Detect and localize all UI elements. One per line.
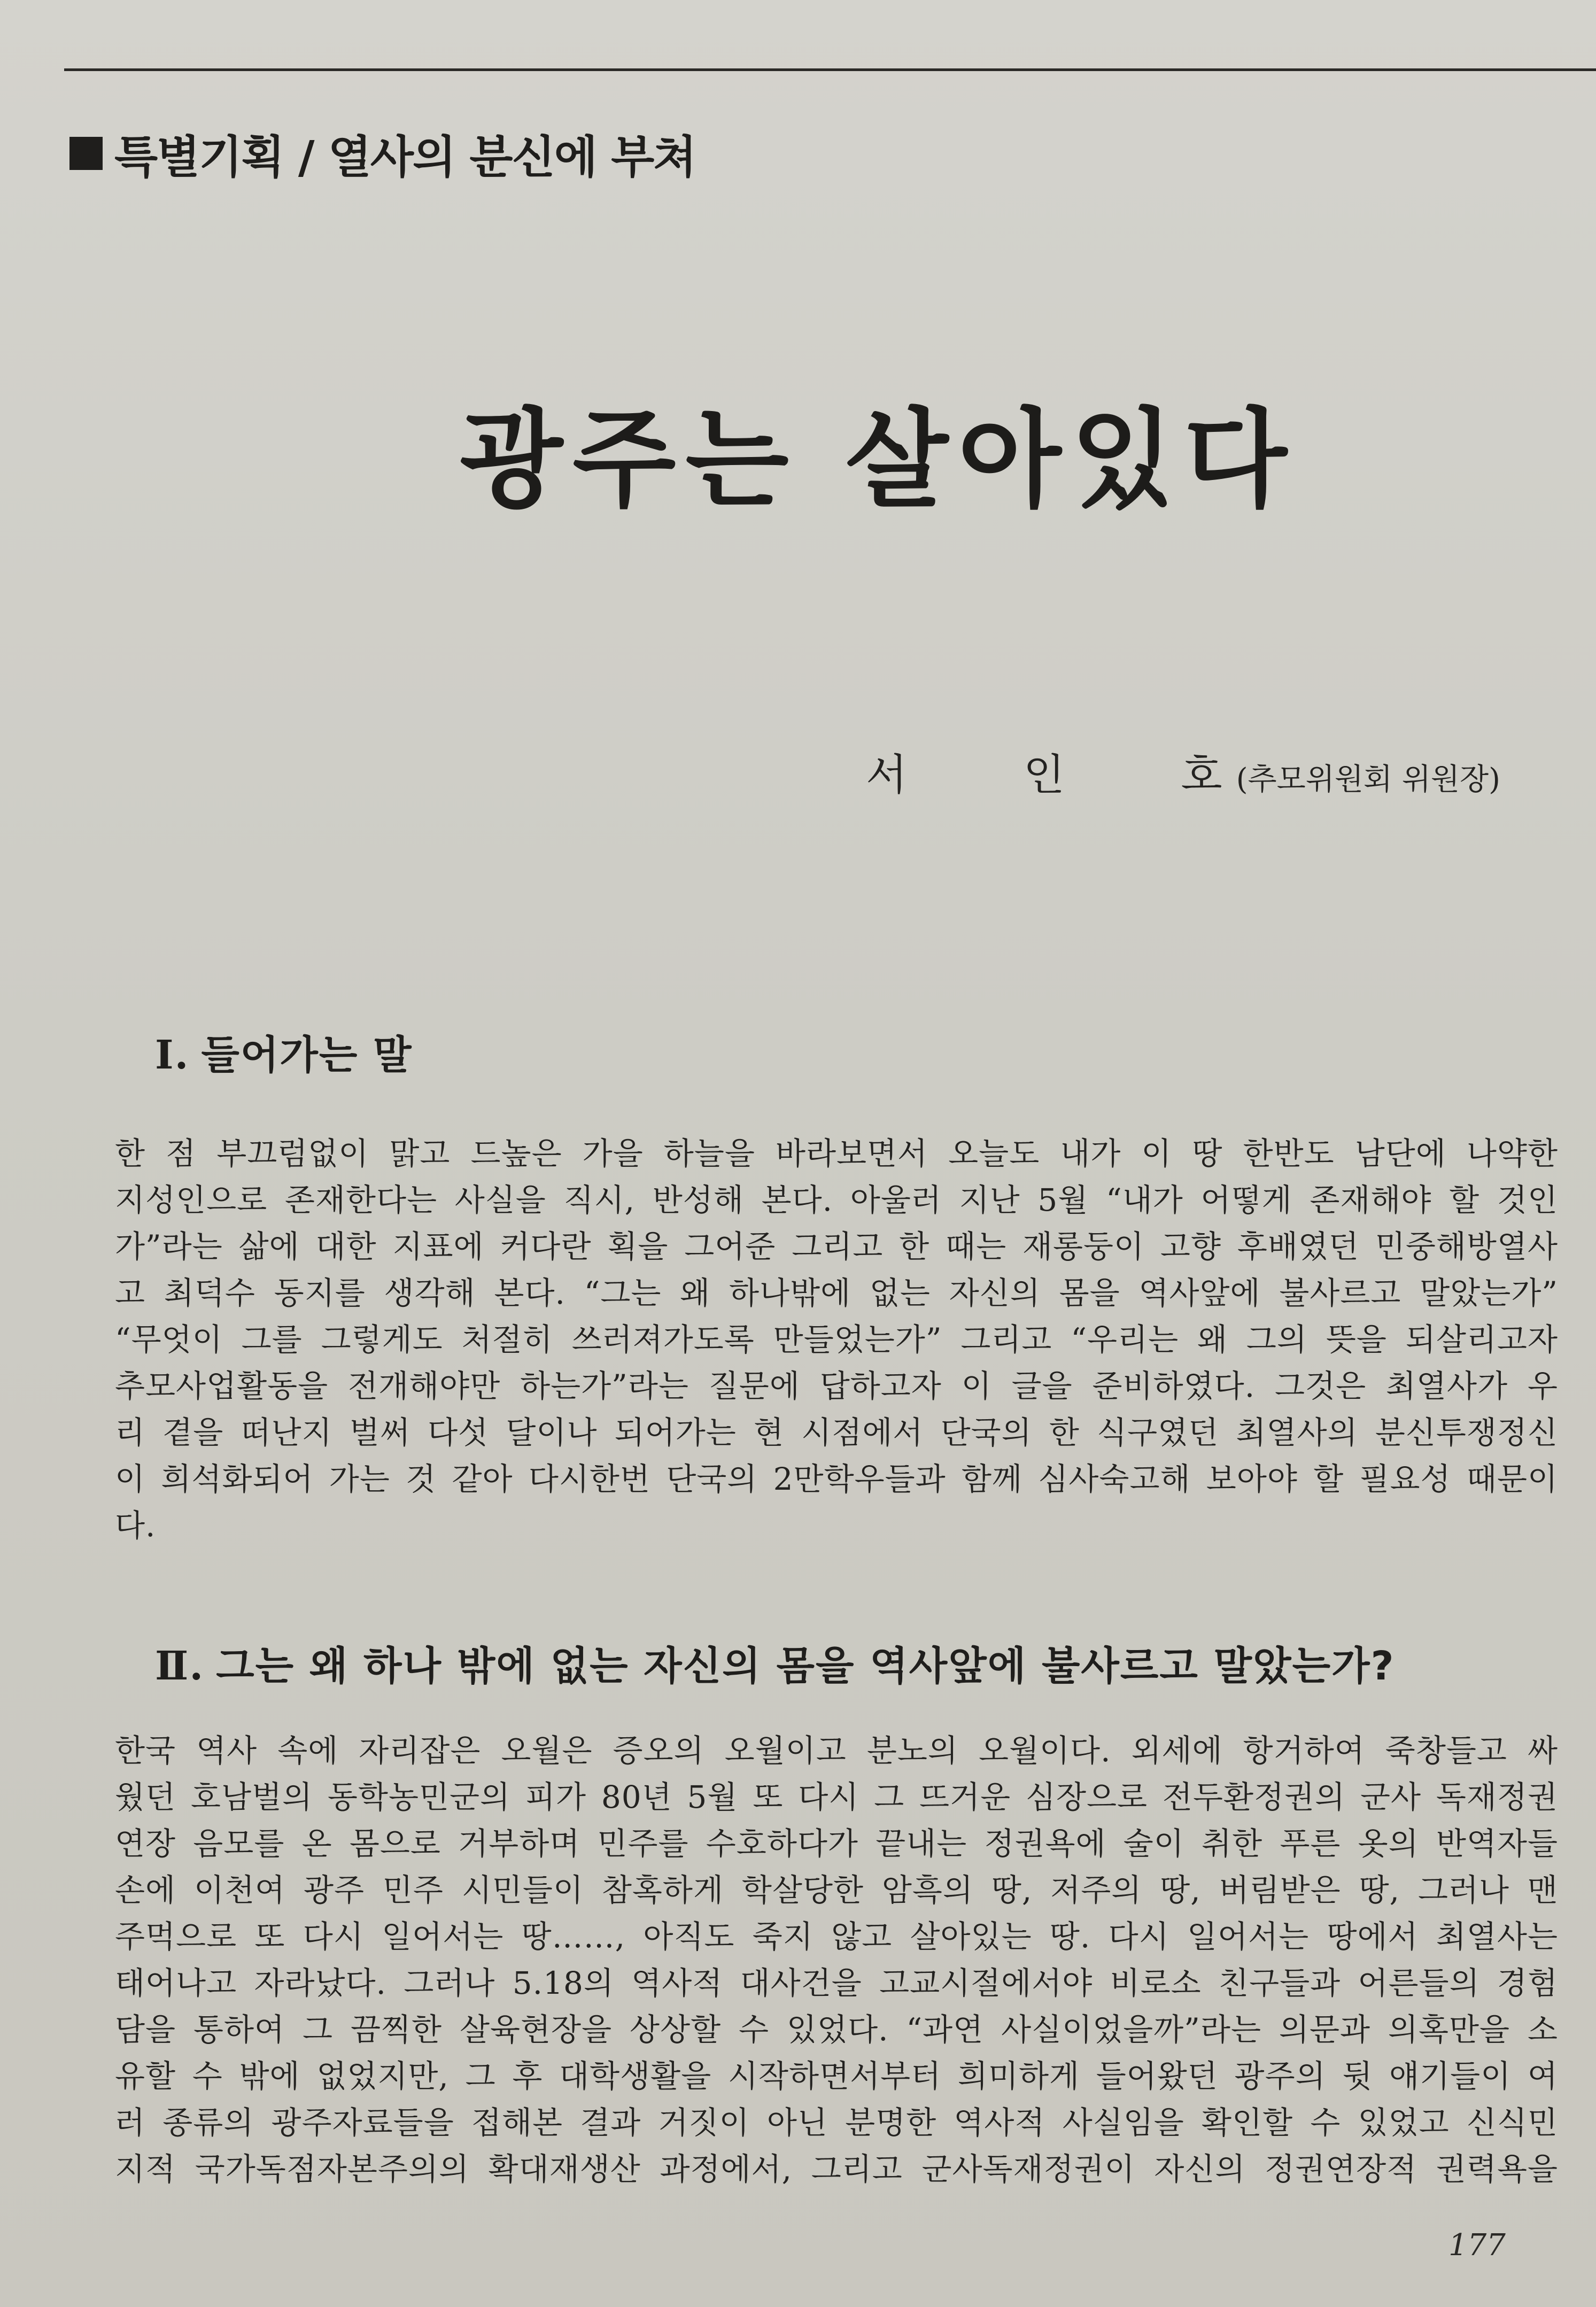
paragraph-line: 다.: [115, 1507, 156, 1544]
author-byline: [866, 740, 1500, 802]
paragraph-line: 가”라는 삶에 대한 지표에 커다란 획을 그어준 그리고 한 때는 재롱둥이 고향 후배였던 민중해방열사: [115, 1228, 1558, 1265]
series-label: [69, 124, 695, 183]
paragraph-line: 손에 이천여 광주 민주 시민들이 참혹하게 학살당한 암흑의 땅, 저주의 땅, 버림받은 땅, 그러나 맨: [115, 1872, 1558, 1908]
paragraph-line: 태어나고 자라났다. 그러나 5.18의 역사적 대사건을 고교시절에서야 비로소 친구들과 어른들의 경험: [115, 1965, 1558, 2001]
section-1-heading: [155, 1024, 413, 1080]
article-title: 광주는 살아있다: [459, 397, 1297, 522]
paragraph-line: 한국 역사 속에 자리잡은 오월은 증오의 오월이고 분노의 오월이다. 외세에 항거하여 죽창들고 싸: [115, 1732, 1558, 1769]
paragraph-line: 한 점 부끄럼없이 맑고 드높은 가을 하늘을 바라보면서 오늘도 내가 이 땅 한반도 남단에 나약한: [115, 1135, 1558, 1172]
paragraph-line: 유할 수 밖에 없었지만, 그 후 대학생활을 시작하면서부터 희미하게 들어왔던 광주의 뒷 얘기들이 여: [115, 2058, 1558, 2094]
paragraph-line: 지적 국가독점자본주의의 확대재생산 과정에서, 그리고 군사독재정권이 자신의 정권연장적 권력욕을: [115, 2151, 1558, 2187]
section-1-paragraph: [115, 1131, 1558, 1549]
paragraph-line: 러 종류의 광주자료들을 접해본 결과 거짓이 아닌 분명한 역사적 사실임을 확인할 수 있었고 신식민: [115, 2104, 1558, 2141]
paragraph-line: 지성인으로 존재한다는 사실을 직시, 반성해 본다. 아울러 지난 5월 “내가 어떻게 존재해야 할 것인: [115, 1182, 1558, 1218]
section-1-number: Ⅰ.: [155, 1032, 190, 1078]
page-number: 177: [1448, 2228, 1506, 2263]
paragraph-line: 고 최덕수 동지를 생각해 본다. “그는 왜 하나밖에 없는 자신의 몸을 역사앞에 불사르고 말았는가”: [115, 1275, 1558, 1311]
author-role: (추모위원회 위원장): [1236, 762, 1500, 797]
paragraph-line: 웠던 호남벌의 동학농민군의 피가 80년 5월 또 다시 그 뜨거운 심장으로 전두환정권의 군사 독재정권: [115, 1779, 1558, 1815]
paragraph-line: “무엇이 그를 그렇게도 처절히 쓰러져가도록 만들었는가” 그리고 “우리는 왜 그의 뜻을 되살리고자: [115, 1321, 1558, 1358]
author-name: 서 인 호: [866, 750, 1274, 800]
series-label-text: 특별기획 / 열사의 분신에 부쳐: [114, 130, 696, 183]
section-1-title: 들어가는 말: [201, 1032, 413, 1078]
paragraph-line: 추모사업활동을 전개해야만 하는가”라는 질문에 답하고자 이 글을 준비하였다. 그것은 최열사가 우: [115, 1368, 1558, 1404]
top-rule-divider: [64, 68, 1596, 71]
paragraph-line: 리 곁을 떠난지 벌써 다섯 달이나 되어가는 현 시점에서 단국의 한 식구였던 최열사의 분신투쟁정신: [115, 1414, 1558, 1451]
paragraph-line: 담을 통하여 그 끔찍한 살육현장을 상상할 수 있었다. “과연 사실이었을까”라는 의문과 의혹만을 소: [115, 2011, 1558, 2048]
paragraph-line: 주먹으로 또 다시 일어서는 땅……, 아직도 죽지 않고 살아있는 땅. 다시 일어서는 땅에서 최열사는: [115, 1918, 1558, 1955]
paragraph-line: 이 희석화되어 가는 것 같아 다시한번 단국의 2만학우들과 함께 심사숙고해 보아야 할 필요성 때문이: [115, 1461, 1558, 1497]
paragraph-line: 연장 음모를 온 몸으로 거부하며 민주를 수호하다가 끝내는 정권욕에 술이 취한 푸른 옷의 반역자들: [115, 1825, 1558, 1862]
section-2-number: Ⅱ.: [155, 1643, 205, 1689]
section-2-paragraph: [115, 1728, 1558, 2193]
section-2-title: 그는 왜 하나 밖에 없는 자신의 몸을 역사앞에 불사르고 말았는가?: [216, 1643, 1395, 1689]
black-square-icon: [69, 137, 103, 170]
section-2-heading: [155, 1635, 1395, 1691]
